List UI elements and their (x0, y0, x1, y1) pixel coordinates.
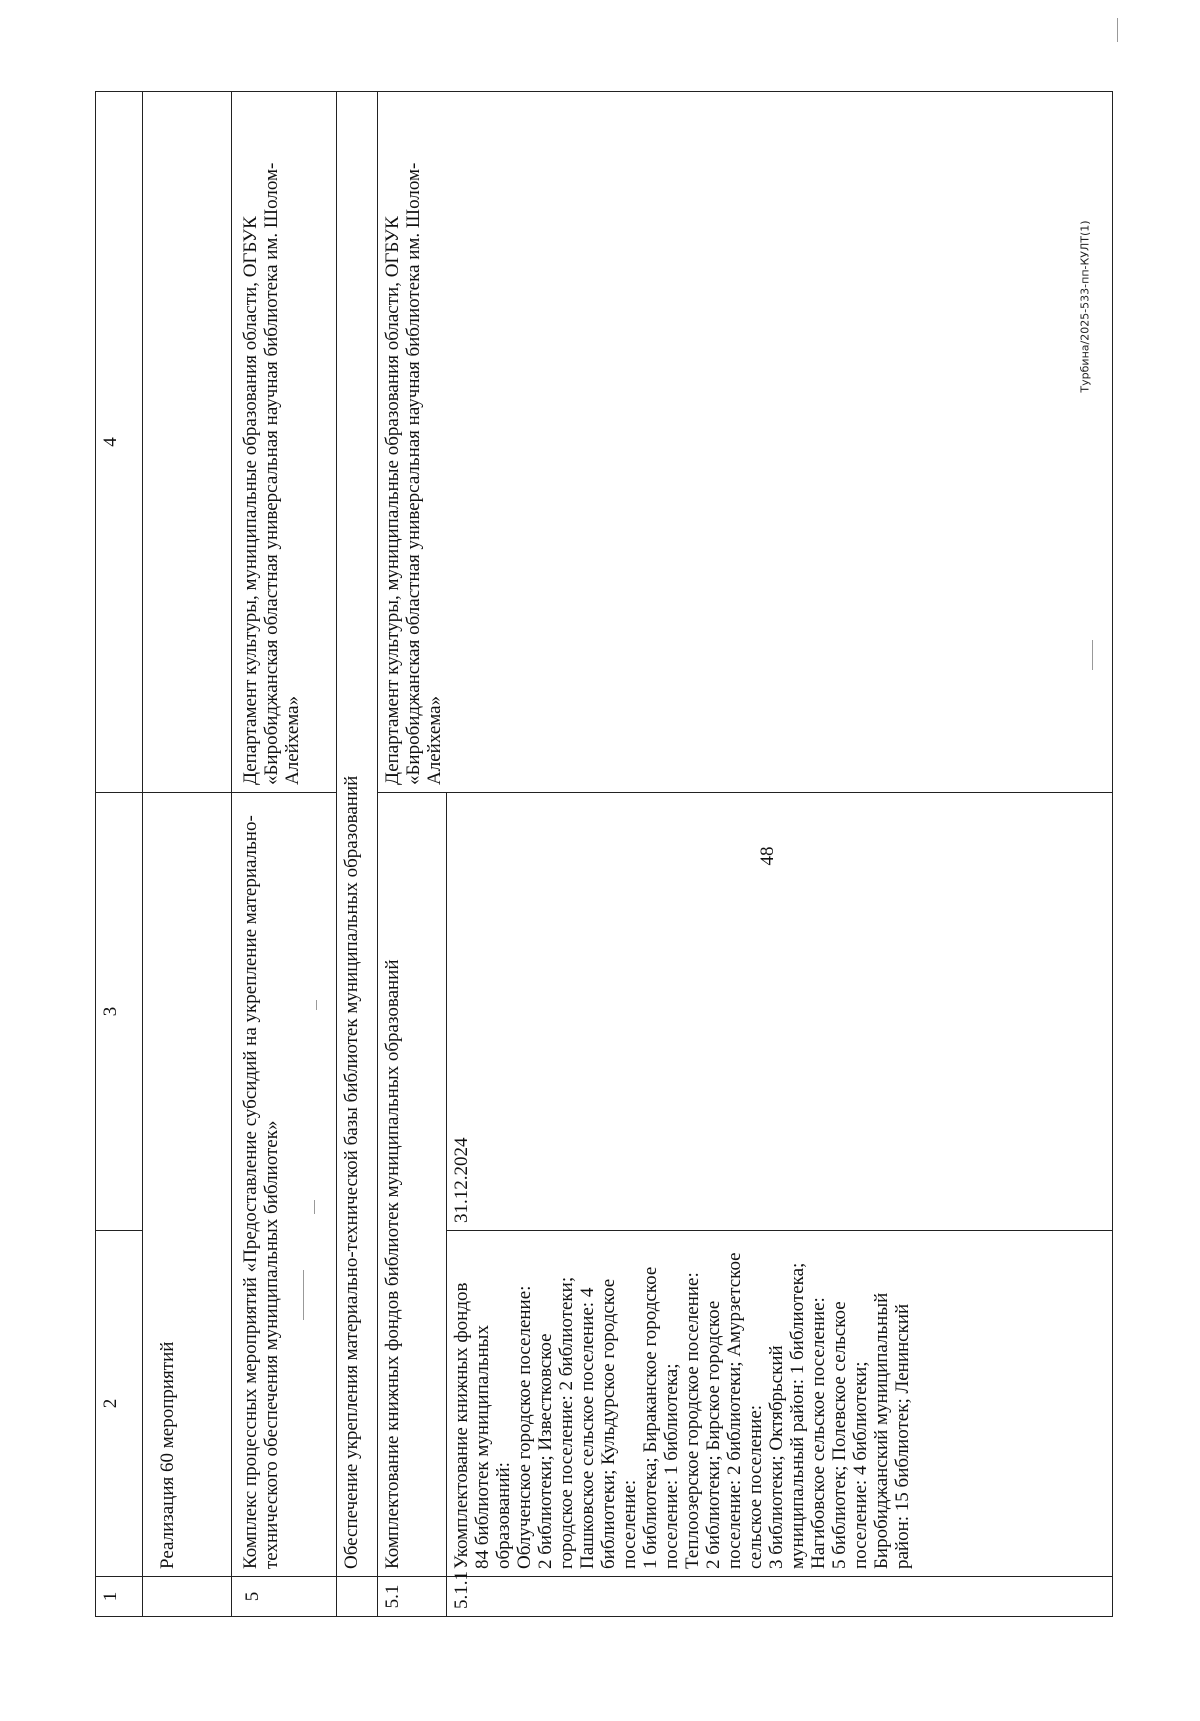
document-stamp: Турбина/2025-533-пп-КУЛТ(1) (1078, 220, 1092, 393)
result-line: район: 15 библиотек; Ленинский (892, 1303, 913, 1569)
result-line: поселение: (619, 1479, 640, 1569)
header-cell: 3 (96, 793, 143, 1231)
table-row (143, 92, 232, 1617)
row-number-cell (143, 1577, 232, 1617)
result-line: библиотеки; Кульдурское городское (598, 1278, 619, 1569)
result-line: Нагибовское сельское поселение: (808, 1297, 829, 1569)
result-line: городское поселение: 2 библиотеки; (556, 1276, 577, 1569)
header-cell: 1 (96, 1577, 143, 1617)
row-number-cell: 5.1 (378, 1577, 447, 1617)
activity-cell: Комплектование книжных фондов библиотек муниципальных образований (378, 793, 447, 1577)
result-line: муниципальный район: 1 библиотека; (787, 1262, 808, 1569)
implementation-text: Реализация 60 мероприятий (157, 1341, 178, 1569)
plan-table (95, 91, 1113, 1617)
header-cell: 4 (96, 92, 143, 793)
result-line: 2 библиотеки; Бирское городское (703, 1300, 724, 1569)
result-line: 1 библиотека; Бираканское городское (640, 1266, 661, 1569)
task-cell: Обеспечение укрепления материально-технической базы библиотек муниципальных образований (337, 92, 378, 1577)
page-number: 48 (757, 846, 778, 866)
result-line: образований: (493, 1462, 514, 1569)
responsible-cell: Департамент культуры, муниципальные образования области, ОГБУК «Биробиджанская областная универсальная научная библиотека им. Шолом-Алейхема» (232, 92, 337, 793)
result-line: Укомплектование книжных фондов (451, 1282, 472, 1569)
table-row (337, 92, 378, 1617)
table-row (232, 92, 337, 1617)
responsible-cell: Департамент культуры, муниципальные образования области, ОГБУК «Биробиджанская областная универсальная научная библиотека им. Шолом-Алейхема» (378, 92, 1113, 793)
result-line: Теплоозерское городское поселение: (682, 1272, 703, 1569)
result-line: Облученское городское поселение: (514, 1285, 535, 1569)
header-cell: 2 (96, 1231, 143, 1577)
responsible-cell (143, 92, 232, 793)
result-line: поселение: 4 библиотеки; (850, 1361, 871, 1569)
implementation-cell (143, 793, 232, 1577)
header-row (96, 92, 143, 1617)
result-line: поселение: 1 библиотека; (661, 1363, 682, 1569)
result-cell (447, 1231, 1113, 1577)
result-line: 5 библиотек; Полевское сельское (829, 1301, 850, 1569)
result-line: Пашковское сельское поселение: 4 (577, 1287, 598, 1569)
result-line: сельское поселение: (745, 1404, 766, 1569)
row-number-cell: 5 (232, 1577, 337, 1617)
result-line: поселение: 2 библиотеки; Амурзетское (724, 1252, 745, 1569)
result-line: 2 библиотеки; Известковское (535, 1333, 556, 1569)
result-line: 3 библиотеки; Октябрьский (766, 1345, 787, 1569)
rotated-table-wrapper (95, 92, 1113, 1617)
table-row (378, 92, 447, 1617)
scan-mark (1117, 18, 1118, 42)
activity-cell: Комплекс процессных мероприятий «Предоставление субсидий на укрепление материально-технического обеспечения муниципальных библиотек» (232, 793, 337, 1577)
row-number-cell: 5.1.1 (447, 1577, 1113, 1617)
date-cell: 31.12.2024 (447, 793, 1113, 1231)
row-number-cell (337, 1577, 378, 1617)
result-line: Биробиджанский муниципальный (871, 1292, 892, 1569)
result-line: 84 библиотек муниципальных (472, 1325, 493, 1569)
